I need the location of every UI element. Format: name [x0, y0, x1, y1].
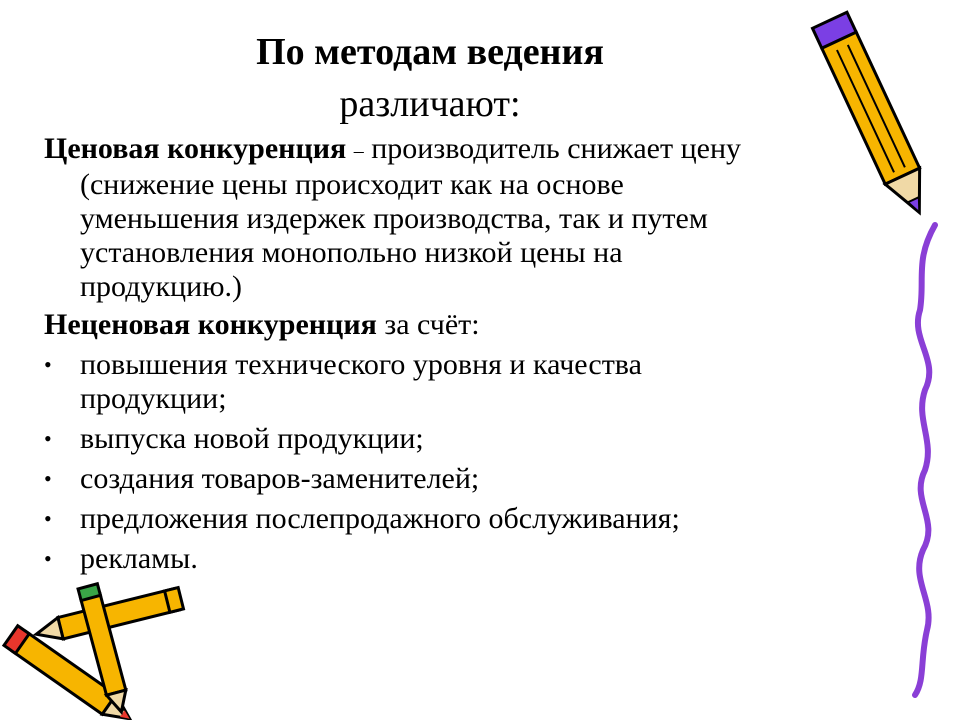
list-item-line-1: повышения технического уровня и качества	[80, 348, 642, 382]
list-item	[44, 462, 884, 496]
list-item-line-2: продукции;	[80, 382, 227, 416]
bullet-icon: •	[44, 426, 52, 452]
title-line-1: По методам ведения	[256, 31, 604, 73]
price-competition-paragraph	[44, 132, 884, 304]
price-text-2: (снижение цены происходит как на основе	[80, 168, 624, 202]
list-item	[44, 502, 884, 536]
bullet-icon: •	[44, 546, 52, 572]
dash: –	[353, 140, 364, 163]
list-item	[44, 422, 884, 456]
list-item-line-1: выпуска новой продукции;	[80, 422, 424, 456]
bullet-icon: •	[44, 466, 52, 492]
price-text-3: уменьшения издержек производства, так и путем	[80, 202, 708, 236]
pencil-icon	[800, 0, 950, 230]
price-competition-term: Ценовая конкуренция	[44, 132, 347, 165]
nonprice-competition-term: Неценовая конкуренция	[44, 308, 377, 342]
price-text-1: производитель снижает цену	[363, 132, 742, 165]
title-line-2: различают:	[339, 83, 521, 125]
squiggle-line-icon	[895, 220, 955, 700]
list-item-line-1: предложения послепродажного обслуживания;	[80, 502, 680, 536]
list-item-line-1: рекламы.	[80, 542, 198, 576]
content-body	[44, 132, 884, 576]
bullet-icon: •	[44, 352, 52, 378]
bullet-icon: •	[44, 506, 52, 532]
nonprice-text: за счёт:	[376, 308, 480, 342]
nonprice-competition-paragraph	[44, 308, 884, 342]
list-item-line-1: создания товаров-заменителей;	[80, 462, 480, 496]
list-item	[44, 542, 884, 576]
nonprice-bullet-list	[44, 348, 884, 576]
slide-title	[120, 26, 740, 130]
price-text-4: установления монопольно низкой цены на	[80, 236, 623, 270]
crossed-pencils-icon	[0, 580, 200, 720]
price-text-5: продукцию.)	[80, 270, 243, 304]
list-item	[44, 348, 884, 416]
